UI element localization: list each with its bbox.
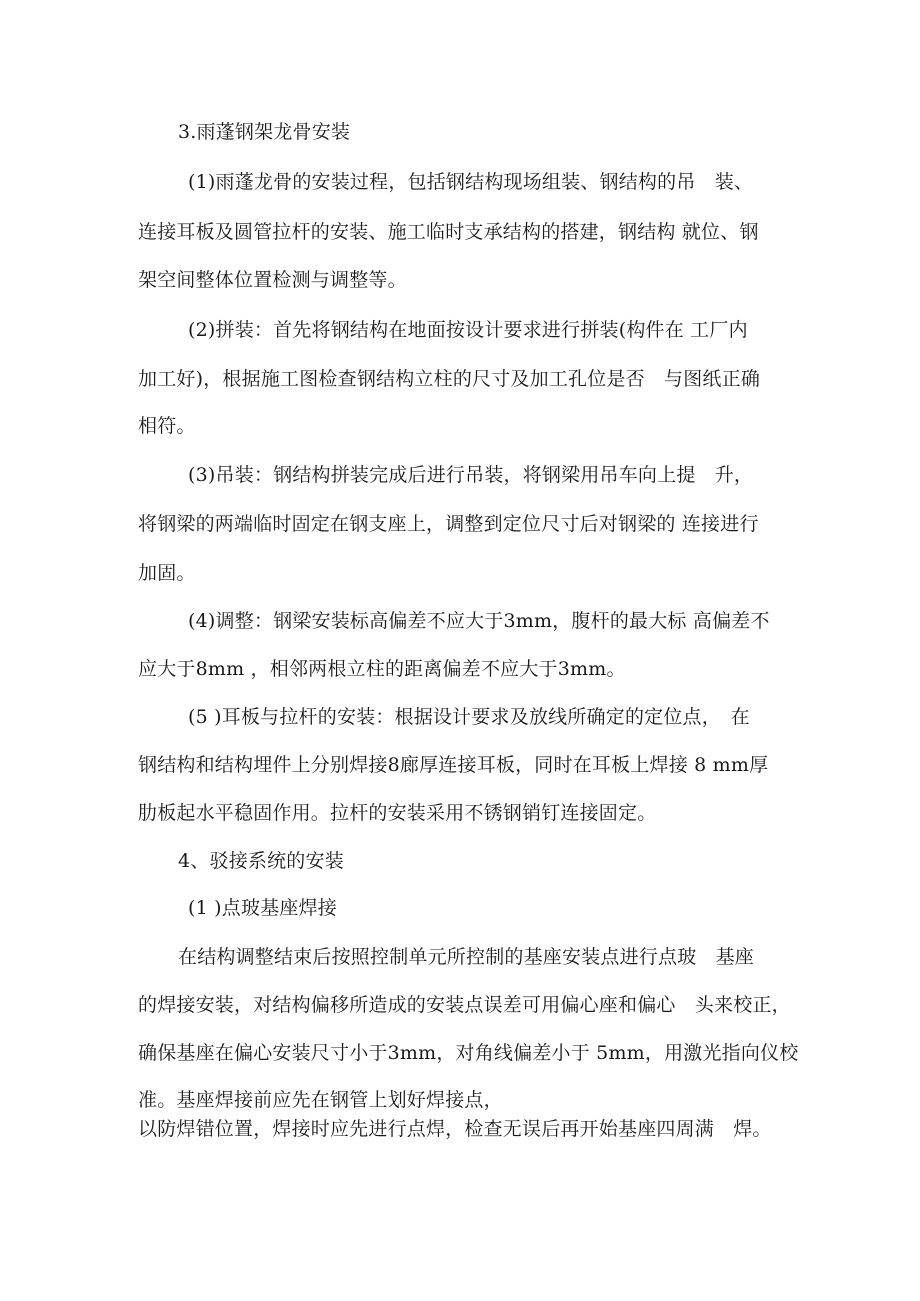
paragraph-1-line-3: 架空间整体位置检测与调整等。 [138,269,407,291]
paragraph-3-line-2: 将钢梁的两端临时固定在钢支座上，调整到定位尺寸后对钢梁的 连接进行 [138,513,759,535]
paragraph-3-line-3: 加固。 [138,562,196,584]
paragraph-5-line-1: (5 )耳板与拉杆的安装：根据设计要求及放线所确定的定位点， 在 [188,706,750,728]
paragraph-4-line-1: (4)调整：钢梁安装标高偏差不应大于3mm，腹杆的最大标 高偏差不 [188,610,770,632]
paragraph-1-line-1: (1)雨蓬龙骨的安装过程，包括钢结构现场组装、钢结构的吊 装、 [188,171,754,193]
subsection-heading-1: (1 )点玻基座焊接 [188,897,337,919]
paragraph-3-line-1: (3)吊装：钢结构拼装完成后进行吊装，将钢梁用吊车向上提 升， [188,464,754,486]
paragraph-6-line-2: 的焊接安装，对结构偏移所造成的安装点误差可用偏心座和偏心 头来校正， [138,994,791,1016]
section-heading-3: 3.雨蓬钢架龙骨安装 [178,121,351,143]
paragraph-6-line-4: 准。基座焊接前应先在钢管上划好焊接点， [138,1089,503,1111]
paragraph-6-line-3: 确保基座在偏心安装尺寸小于3mm，对角线偏差小于 5mm，用激光指向仪校 [138,1042,799,1064]
paragraph-2-line-3: 相符。 [138,415,196,437]
paragraph-2-line-2: 加工好)，根据施工图检查钢结构立柱的尺寸及加工孔位是否 与图纸正确 [138,368,761,390]
paragraph-4-line-2: 应大于8mm ，相邻两根立柱的距离偏差不应大于3mm。 [138,658,626,680]
section-heading-4: 4、驳接系统的安装 [178,850,344,872]
paragraph-5-line-3: 肋板起水平稳固作用。拉杆的安装采用不锈钢销钉连接固定。 [138,802,657,824]
paragraph-2-line-1: (2)拼装：首先将钢结构在地面按设计要求进行拼装(构件在 工厂内 [188,319,748,341]
paragraph-6-line-1: 在结构调整结束后按照控制单元所控制的基座安装点进行点玻 基座 [178,946,755,968]
paragraph-6-line-5: 以防焊错位置，焊接时应先进行点焊，检查无误后再开始基座四周满 焊。 [138,1118,772,1140]
paragraph-5-line-2: 钢结构和结构埋件上分别焊接8廊厚连接耳板，同时在耳板上焊接 8 mm厚 [138,754,769,776]
paragraph-1-line-2: 连接耳板及圆管拉杆的安装、施工临时支承结构的搭建，钢结构 就位、钢 [138,221,759,243]
